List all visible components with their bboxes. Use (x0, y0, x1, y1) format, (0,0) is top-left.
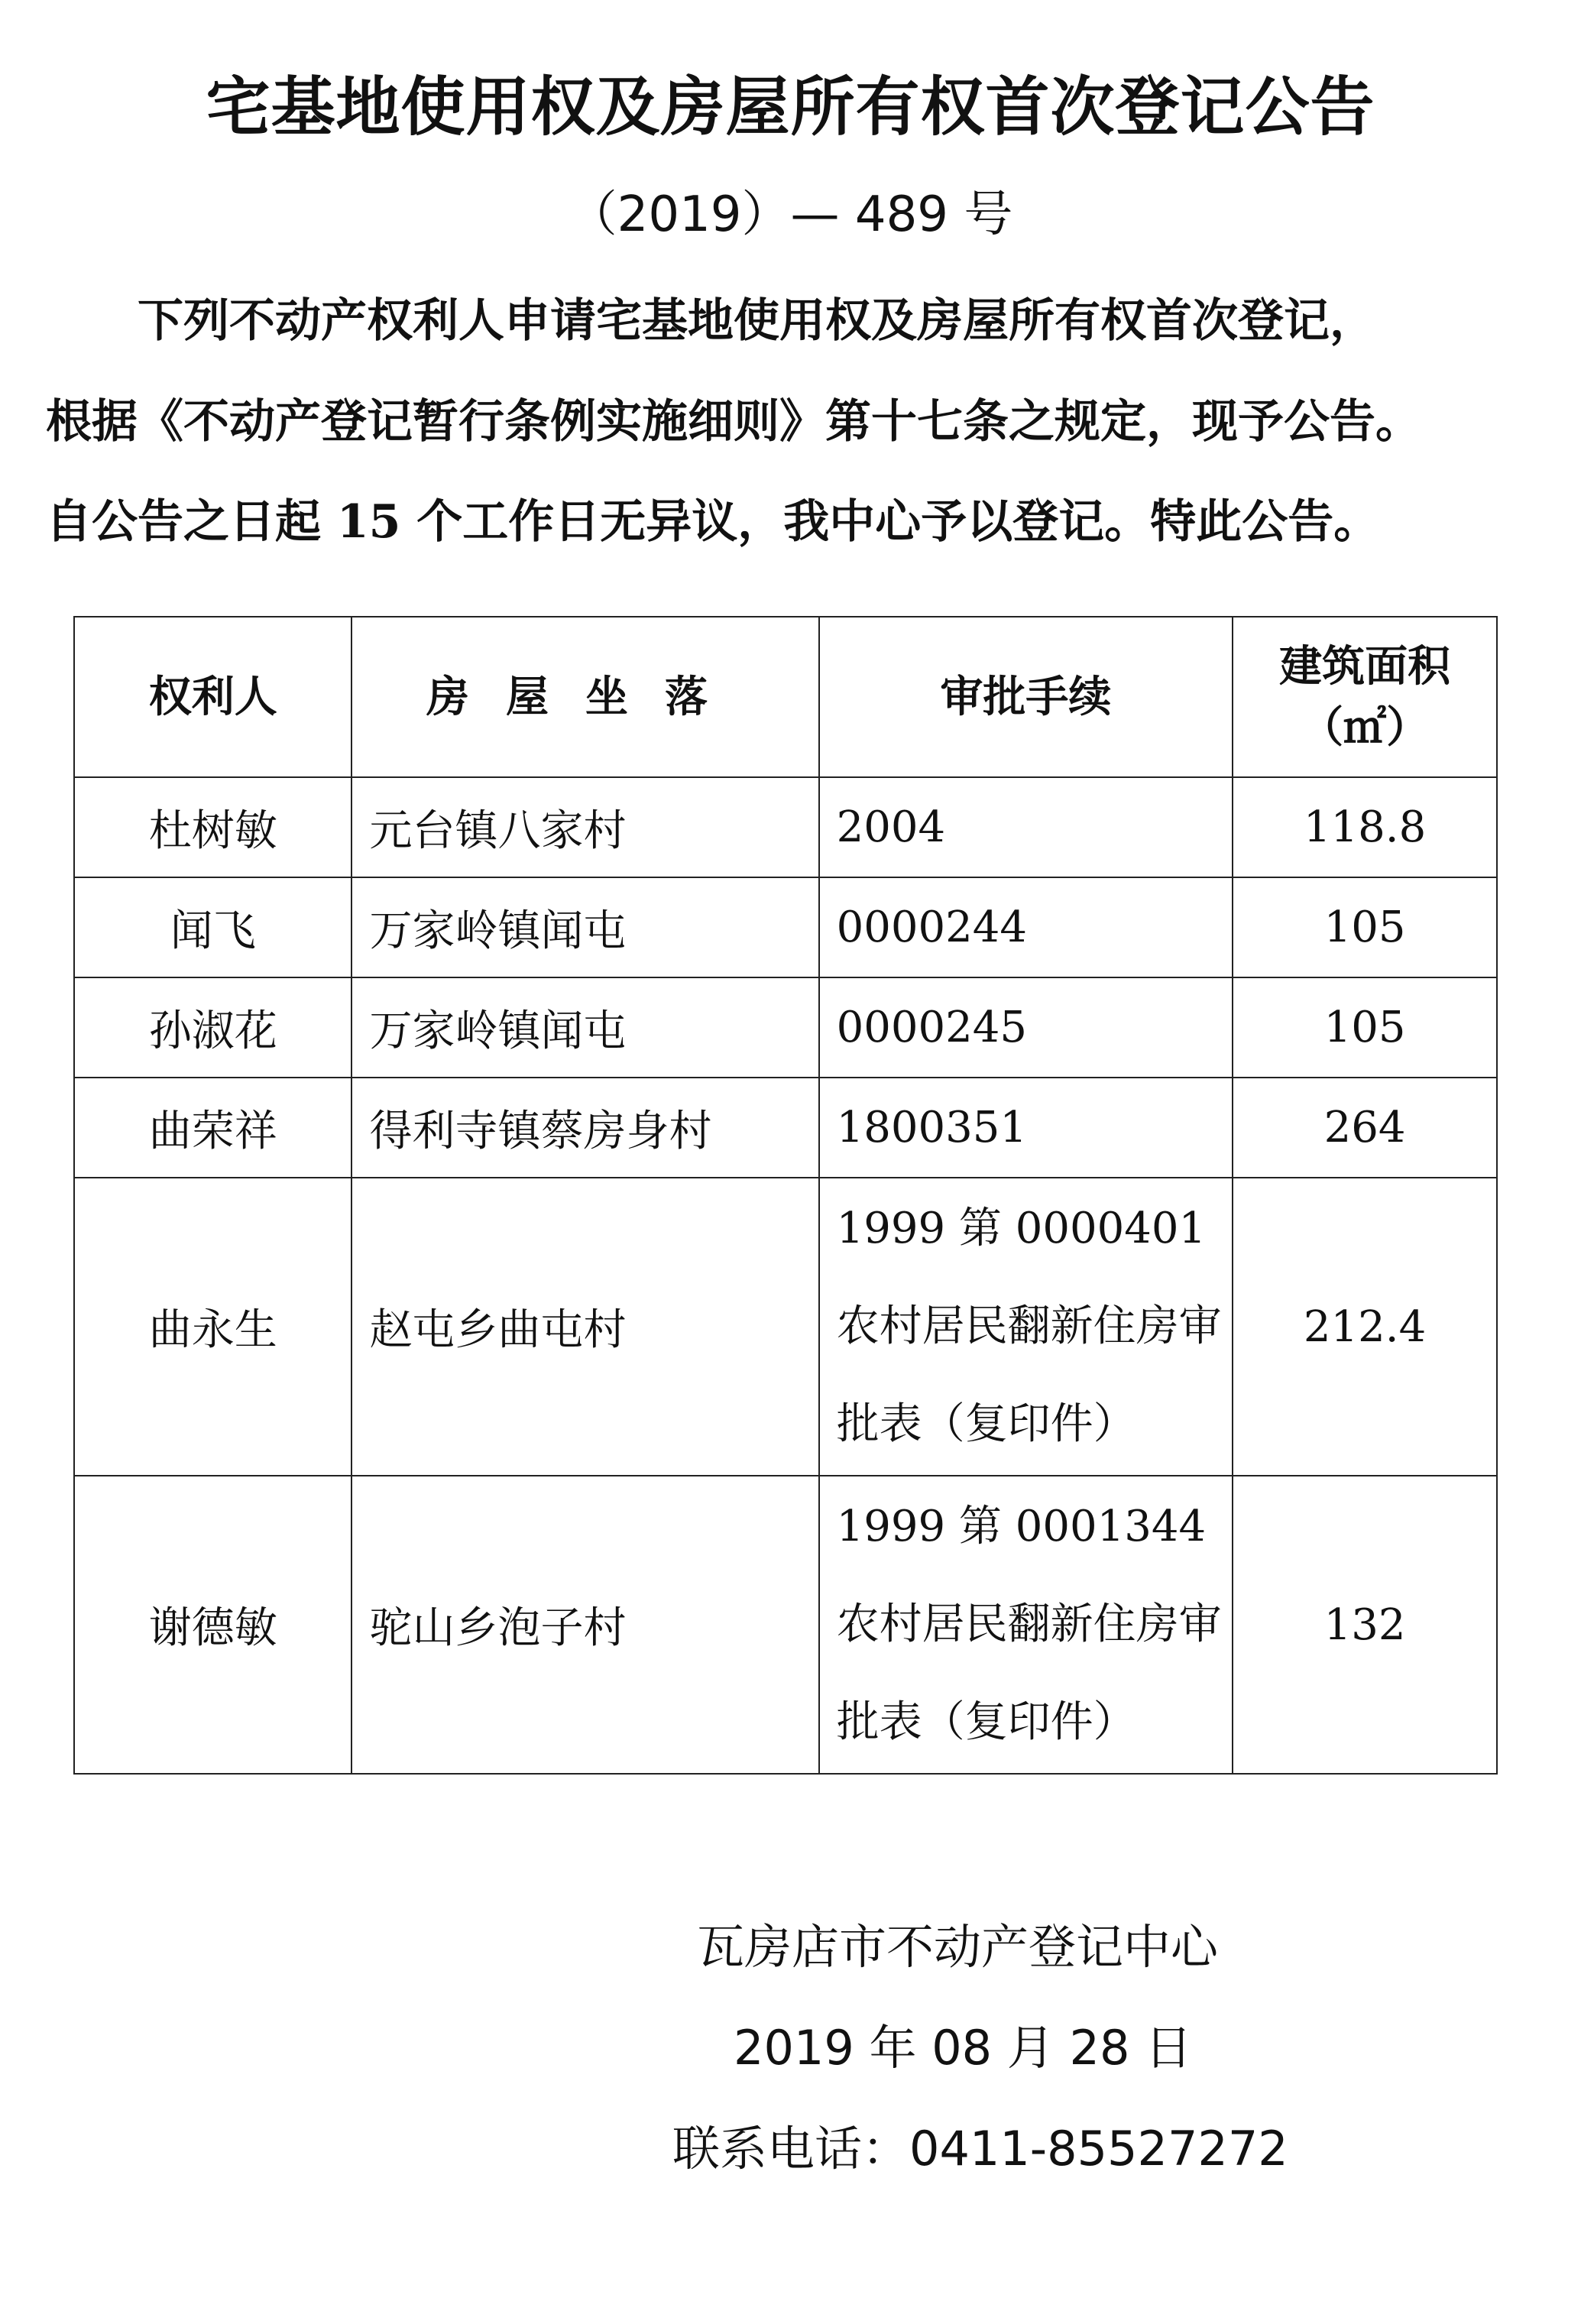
cell-approval: 1800351 (819, 1078, 1233, 1178)
cell-approval: 1999 第 0001344 农村居民翻新住房审批表（复印件） (819, 1476, 1233, 1774)
table-row (74, 777, 1497, 877)
header-holder: 权利人 (74, 617, 352, 777)
cell-area: 132 (1233, 1476, 1497, 1774)
header-approval: 审批手续 (819, 617, 1233, 777)
cell-approval: 0000244 (819, 877, 1233, 977)
cell-holder: 曲永生 (74, 1178, 352, 1476)
cell-holder: 谢德敏 (74, 1476, 352, 1774)
cell-location: 得利寺镇蔡房身村 (352, 1078, 818, 1178)
registration-table (73, 616, 1498, 1775)
cell-approval: 1999 第 0000401 农村居民翻新住房审批表（复印件） (819, 1178, 1233, 1476)
cell-area: 105 (1233, 877, 1497, 977)
cell-holder: 曲荣祥 (74, 1078, 352, 1178)
notice-title: 宅基地使用权及房屋所有权首次登记公告 (206, 70, 1375, 144)
cell-area: 118.8 (1233, 777, 1497, 877)
table-row (74, 1078, 1497, 1178)
table-row (74, 977, 1497, 1078)
cell-location: 驼山乡泡子村 (352, 1476, 818, 1774)
cell-approval: 0000245 (819, 977, 1233, 1078)
cell-area: 264 (1233, 1078, 1497, 1178)
notice-paragraph-line-1: 下列不动产权利人申请宅基地使用权及房屋所有权首次登记， (138, 294, 1375, 348)
table-header-row (74, 617, 1497, 777)
header-location: 房屋坐落 (352, 617, 818, 777)
cell-location: 万家岭镇闻屯 (352, 877, 818, 977)
cell-holder: 杜树敏 (74, 777, 352, 877)
cell-area: 212.4 (1233, 1178, 1497, 1476)
cell-holder: 孙淑花 (74, 977, 352, 1078)
notice-paragraph-line-3: 自公告之日起 15 个工作日无异议，我中心予以登记。特此公告。 (46, 495, 1380, 549)
cell-location: 元台镇八家村 (352, 777, 818, 877)
table-row (74, 1178, 1497, 1476)
issue-date: 2019 年 08 月 28 日 (734, 2020, 1193, 2076)
cell-location: 赵屯乡曲屯村 (352, 1178, 818, 1476)
cell-approval: 2004 (819, 777, 1233, 877)
cell-area: 105 (1233, 977, 1497, 1078)
table-row (74, 877, 1497, 977)
issuer-name: 瓦房店市不动产登记中心 (697, 1919, 1219, 1975)
table-row (74, 1476, 1497, 1774)
header-area: 建筑面积（㎡） (1233, 617, 1497, 777)
cell-location: 万家岭镇闻屯 (352, 977, 818, 1078)
cell-holder: 闻飞 (74, 877, 352, 977)
notice-paragraph-line-2: 根据《不动产登记暂行条例实施细则》第十七条之规定，现予公告。 (46, 395, 1421, 449)
notice-number: （2019）— 489 号 (568, 186, 1013, 243)
contact-phone: 联系电话：0411-85527272 (672, 2121, 1288, 2177)
